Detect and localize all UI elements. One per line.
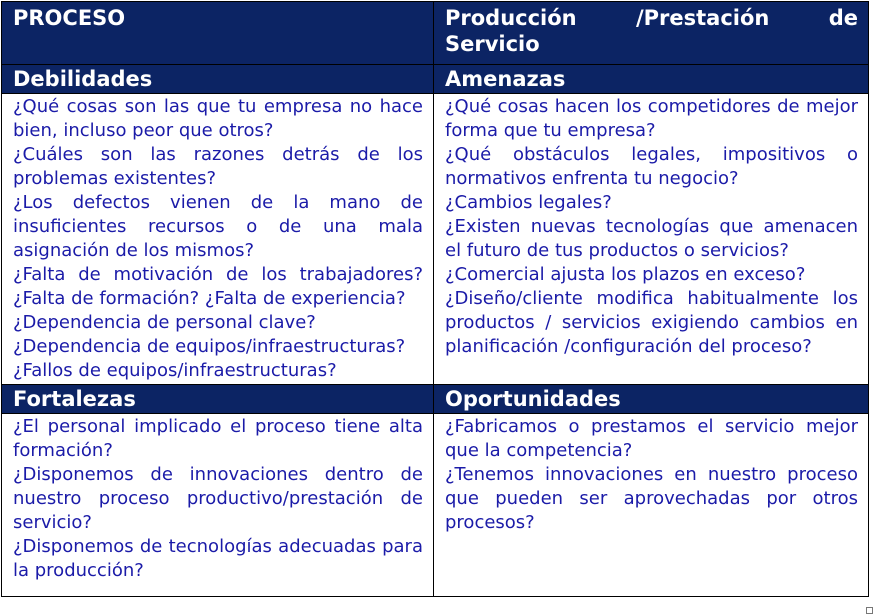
debilidades-item: ¿Los defectos vienen de la mano de insuficientes recursos o de una mala asignación de los mismos? [13,192,423,261]
debilidades-item: ¿Fallos de equipos/infraestructuras? [13,360,337,381]
fortalezas-header [2,385,434,414]
amenazas-item: ¿Qué cosas hacen los competidores de mejor forma que tu empresa? [445,96,858,141]
debilidades-title: Debilidades [13,67,153,91]
header-proceso-value-cell [434,2,869,65]
debilidades-item: ¿Dependencia de personal clave? [13,312,316,333]
debilidades-item: ¿Qué cosas son las que tu empresa no hace bien, incluso peor que otros? [13,96,423,141]
amenazas-cell [434,94,869,385]
debilidades-header [2,65,434,94]
fortalezas-title: Fortalezas [13,387,136,411]
resize-handle[interactable] [866,607,873,614]
header-value-line1: Producción /Prestación de [445,6,858,30]
debilidades-item: ¿Dependencia de equipos/infraestructuras? [13,336,406,357]
amenazas-title: Amenazas [445,67,566,91]
oportunidades-title: Oportunidades [445,387,621,411]
amenazas-item: ¿Qué obstáculos legales, impositivos o normativos enfrenta tu negocio? [445,144,858,189]
debilidades-item: ¿Falta de motivación de los trabajadores? ¿Falta de formación? ¿Falta de experiencia? [13,264,423,309]
amenazas-item: ¿Existen nuevas tecnologías que amenacen el futuro de tus productos o servicios? [445,216,858,261]
amenazas-header [434,65,869,94]
amenazas-item: ¿Diseño/cliente modifica habitualmente los productos / servicios exigiendo cambios en planificación /configuración del proceso? [445,288,858,357]
debilidades-cell [2,94,434,385]
header-proceso-label: PROCESO [13,6,126,30]
oportunidades-item: ¿Tenemos innovaciones en nuestro proceso que pueden ser aprovechadas por otros procesos? [445,464,858,533]
debilidades-item: ¿Cuáles son las razones detrás de los problemas existentes? [13,144,423,189]
oportunidades-header [434,385,869,414]
amenazas-item: ¿Comercial ajusta los plazos en exceso? [445,264,806,285]
fortalezas-item: ¿El personal implicado el proceso tiene alta formación? [13,416,423,461]
amenazas-item: ¿Cambios legales? [445,192,612,213]
fortalezas-item: ¿Disponemos de innovaciones dentro de nuestro proceso productivo/prestación de servicio? [13,464,423,533]
header-proceso-cell [2,2,434,65]
swot-table [1,1,869,597]
oportunidades-item: ¿Fabricamos o prestamos el servicio mejor que la competencia? [445,416,858,461]
fortalezas-cell [2,414,434,597]
oportunidades-cell [434,414,869,597]
header-value-line2: Servicio [445,32,540,56]
fortalezas-item: ¿Disponemos de tecnologías adecuadas para la producción? [13,536,423,581]
